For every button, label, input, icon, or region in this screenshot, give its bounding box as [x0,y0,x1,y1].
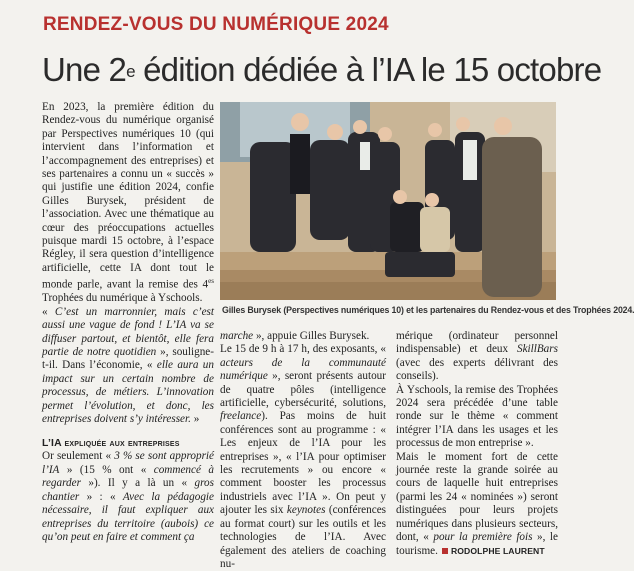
paragraph-program [220,343,386,571]
program-text-2: », seront présents autour de quatre pôles (intelligence artificielle, cybersécurité, solutions, [220,370,386,410]
quote-open: « [42,305,55,318]
end-square-icon [442,548,448,554]
article-column-3 [396,330,558,558]
article-column-1 [42,101,214,544]
paragraph-quote [42,306,214,427]
adoption-quote-4: Avec la pédagogie nécessaire, il faut expliquer aux entreprises du territoire (aubois) ce qu’on peut en faire et comment ça [42,490,214,543]
skillbars-name: SkillBars [516,343,558,356]
headline-superscript: e [126,62,135,81]
paragraph-adoption [42,450,214,544]
continued-quote: marche [220,330,254,342]
group-photo [220,102,556,300]
adoption-text-2: » (15 % ont « [59,463,154,476]
article-column-2 [220,330,386,571]
author-signature: RODOLPHE LAURENT [450,545,545,556]
group-photo-illustration [220,102,556,300]
skillbars-text-2: (avec des experts délivrant des conseils). [396,356,558,383]
adoption-text-4: » : « [79,490,123,503]
section-kicker: RENDEZ-VOUS DU NUMÉRIQUE 2024 [43,14,389,35]
paragraph-skillbars [396,330,558,384]
program-quote-1: acteurs de la communauté numérique [220,356,386,383]
paragraph-trophies: À Yschools, la remise des Trophées 2024 sera précédée d’une table ronde sur le thème « comment intégrer l’IA dans les usages et les processus de mon entreprise ». [396,383,558,450]
program-text-3: ). Pas moins de huit conférences sont au programme : « Les enjeux de l’IA pour les entreprises », « l’IA pour optimiser les recrutements » ou encore « comment booster les processus industriels avec l’IA ». On peut y ajouter les six [220,410,386,517]
intro-text-end: Trophées du numérique à Yschools. [42,292,203,305]
ordinal-superscript: es [208,277,214,286]
paragraph-continued [220,330,386,343]
adoption-text-3: »). Il y a là un « [80,477,195,490]
program-text-4: (conférences au format court) sur les outils et les technologies de l’IA. Avec également des ateliers de coaching nu- [220,504,387,570]
evening-text-1: Mais le moment fort de cette journée reste la grande soirée au cours de laquelle huit entreprises (parmi les 24 « nominées ») seront distinguées pour leurs projets numériques dans plusieurs secteurs, dont, « [396,450,558,544]
program-quote-2: freelance [220,410,262,423]
article-headline [42,50,602,90]
program-text-1: Le 15 de 9 h à 17 h, des exposants, « [220,343,386,356]
evening-quote: pour la première fois [433,531,533,544]
section-subheading: L’IA expliquée aux entreprises [42,438,180,450]
quote-text-1: C’est un marronnier, mais c’est aussi une vague de fond ! L’IA va se diffuser partout, et bientôt, elle fera partie de notre quotidien [42,305,214,359]
quote-text-2: elle aura un impact sur un certain nombre de processus, de métiers. L’innovation permet l’évolution, et donc, les entreprises doivent s’y intéresser. [42,359,214,426]
program-keynotes: keynotes [286,504,326,517]
skillbars-text-1: mérique (ordinateur personnel indispensable) et deux [396,330,558,356]
headline-end: édition dédiée à l’IA le 15 octobre [134,51,602,88]
headline-start: Une 2 [42,51,127,88]
paragraph-evening [396,451,558,558]
quote-close: » [190,413,200,426]
adoption-quote-2: commencé à regarder [42,463,214,490]
intro-text: En 2023, la première édition du Rendez-vous du numérique organisé par Perspectives numériques 10 (qui intervient dans l’information et l’accompagnement des entreprises) et ses partenaires a connu un « succès » qui justifie une édition 2024, confie Gilles Burysek, président de l’association. Avec une thématique au cœur des préoccupations actuelles puisque mardi 15 octobre, à l’espace Régley, il sera question d’intelligence artificielle, cette IA dont tout le monde parle, avant la remise des 4 [42,101,214,292]
adoption-text-1: Or seulement « [42,450,115,463]
quote-connector: », souligne-t-il. Dans l’économie, « [42,346,214,372]
photo-caption: Gilles Burysek (Perspectives numériques 10) et les partenaires du Rendez-vous et des Trophées 2024. [222,305,634,315]
paragraph-intro [42,101,214,306]
adoption-quote-1: 3 % se sont approprié l’IA [42,450,214,476]
continued-text: », appuie Gilles Burysek. [253,330,370,342]
evening-text-2: », le tourisme. [396,531,559,557]
adoption-quote-3: gros chantier [42,477,214,503]
